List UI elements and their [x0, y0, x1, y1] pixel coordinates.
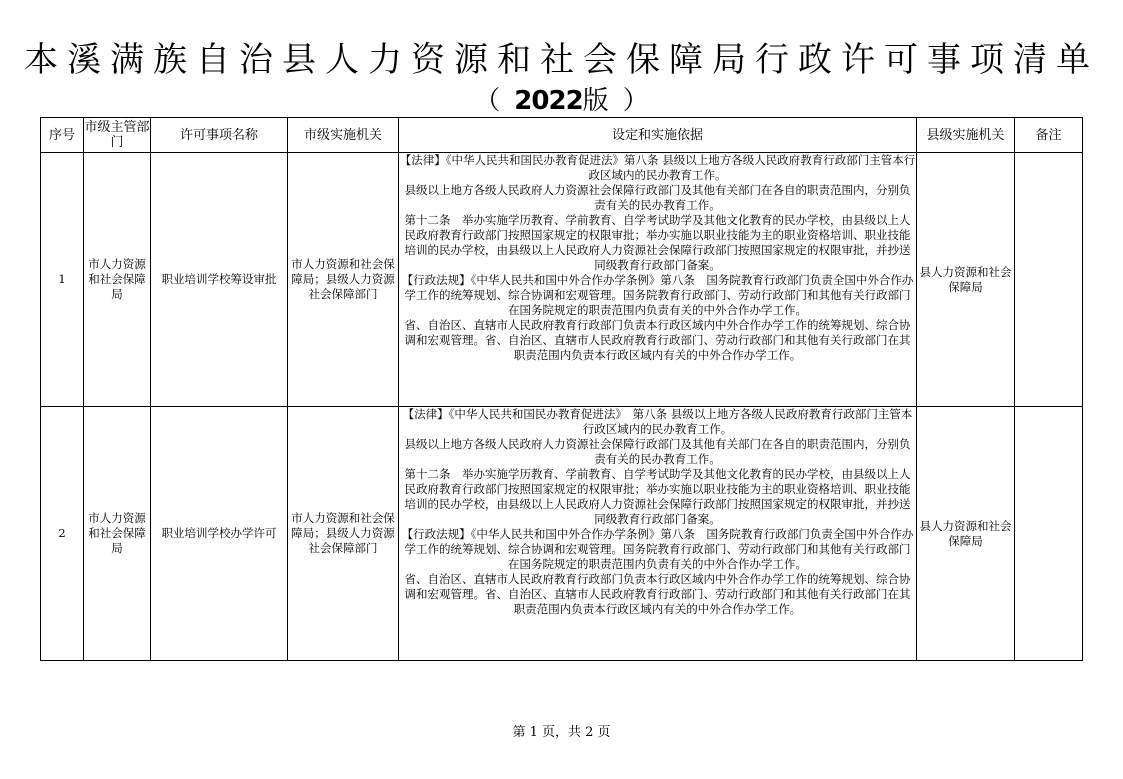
table-row	[41, 153, 1083, 407]
basis-paragraph: 县级以上地方各级人民政府人力资源社会保障行政部门及其他有关部门在各自的职责范围内，分别负责有关的民办教育工作。	[404, 437, 911, 466]
edition-suffix: 版	[582, 86, 609, 116]
row-note	[1015, 153, 1083, 407]
header-no: 序号	[41, 118, 84, 153]
edition-year: 2022	[514, 86, 583, 116]
row-basis	[399, 407, 917, 661]
permit-list-table	[40, 117, 1083, 661]
page-number-footer: 第 1 页，共 2 页	[512, 725, 611, 740]
row-item-name: 职业培训学校办学许可	[151, 407, 288, 661]
row-agency: 市人力资源和社会保障局；县级人力资源社会保障部门	[288, 153, 399, 407]
header-agency: 市级实施机关	[288, 118, 399, 153]
edition-close-paren: ）	[622, 86, 649, 116]
header-item: 许可事项名称	[151, 118, 288, 153]
row-number: 1	[41, 153, 84, 407]
document-title: 本溪满族自治县人力资源和社会保障局行政许可事项清单	[24, 40, 1099, 80]
basis-paragraph: 【行政法规】《中华人民共和国中外合作办学条例》第八条 国务院教育行政部门负责全国中外合作办学工作的统筹规划、综合协调和宏观管理。国务院教育行政部门、劳动行政部门和其他有关行政部门在国务院规定的职责范围内负责有关的中外合作办学工作。	[401, 273, 914, 317]
basis-paragraph: 【行政法规】《中华人民共和国中外合作办学条例》第八条 国务院教育行政部门负责全国中外合作办学工作的统筹规划、综合协调和宏观管理。国务院教育行政部门、劳动行政部门和其他有关行政部门在国务院规定的职责范围内负责有关的中外合作办学工作。	[401, 527, 914, 571]
row-county-agency: 县人力资源和社会保障局	[917, 153, 1015, 407]
basis-paragraph: 【法律】《中华人民共和国民办教育促进法》 第八条 县级以上地方各级人民政府教育行政部门主管本行政区域内的民办教育工作。	[402, 407, 913, 436]
header-county: 县级实施机关	[917, 118, 1015, 153]
row-note	[1015, 407, 1083, 661]
basis-paragraph: 第十二条 举办实施学历教育、学前教育、自学考试助学及其他文化教育的民办学校，由县级以上人民政府教育行政部门按照国家规定的权限审批；举办实施以职业技能为主的职业资格培训、职业技能培训的民办学校，由县级以上人民政府人力资源社会保障行政部门按照国家规定的权限审批，并抄送同级教育行政部门备案。	[404, 213, 911, 272]
row-county-agency: 县人力资源和社会保障局	[917, 407, 1015, 661]
row-basis	[399, 153, 917, 407]
row-dept: 市人力资源和社会保障局	[84, 407, 151, 661]
edition-open-paren: （	[474, 86, 501, 116]
basis-paragraph: 省、自治区、直辖市人民政府教育行政部门负责本行政区域内中外合作办学工作的统筹规划、综合协调和宏观管理。省、自治区、直辖市人民政府教育行政部门、劳动行政部门和其他有关行政部门在其职责范围内负责本行政区域内有关的中外合作办学工作。	[404, 572, 911, 616]
edition-label	[0, 84, 1123, 118]
table-row	[41, 407, 1083, 661]
table-header-row	[41, 118, 1083, 153]
row-number: 2	[41, 407, 84, 661]
basis-paragraph: 【法律】《中华人民共和国民办教育促进法》第八条 县级以上地方各级人民政府教育行政部门主管本行政区域内的民办教育工作。	[399, 153, 916, 182]
header-dept: 市级主管部门	[84, 118, 151, 153]
basis-paragraph: 县级以上地方各级人民政府人力资源社会保障行政部门及其他有关部门在各自的职责范围内，分别负责有关的民办教育工作。	[404, 183, 911, 212]
basis-paragraph: 省、自治区、直辖市人民政府教育行政部门负责本行政区域内中外合作办学工作的统筹规划、综合协调和宏观管理。省、自治区、直辖市人民政府教育行政部门、劳动行政部门和其他有关行政部门在其职责范围内负责本行政区域内有关的中外合作办学工作。	[404, 318, 911, 362]
row-dept: 市人力资源和社会保障局	[84, 153, 151, 407]
row-item-name: 职业培训学校筹设审批	[151, 153, 288, 407]
header-basis: 设定和实施依据	[399, 118, 917, 153]
header-note: 备注	[1015, 118, 1083, 153]
basis-paragraph: 第十二条 举办实施学历教育、学前教育、自学考试助学及其他文化教育的民办学校，由县级以上人民政府教育行政部门按照国家规定的权限审批；举办实施以职业技能为主的职业资格培训、职业技能培训的民办学校，由县级以上人民政府人力资源社会保障行政部门按照国家规定的权限审批，并抄送同级教育行政部门备案。	[404, 467, 911, 526]
row-agency: 市人力资源和社会保障局；县级人力资源社会保障部门	[288, 407, 399, 661]
